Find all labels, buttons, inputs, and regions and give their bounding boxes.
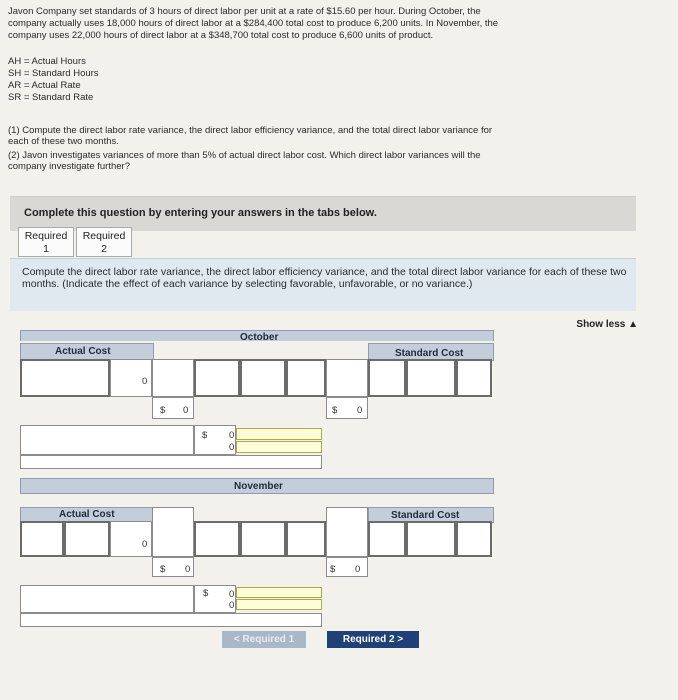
- legend-ah: AH = Actual Hours: [8, 56, 86, 67]
- november-variance-label-cell[interactable]: [20, 585, 194, 613]
- november-right-dollar: $: [330, 564, 336, 575]
- november-mid-cell-a[interactable]: [152, 507, 194, 557]
- november-rate-variance-value: 0: [229, 589, 235, 600]
- complete-question-text: Complete this question by entering your answers in the tabs below.: [24, 207, 377, 219]
- legend-sh: SH = Standard Hours: [8, 68, 99, 79]
- october-left-dollar: $: [160, 405, 166, 416]
- october-rate-variance-select[interactable]: [236, 428, 322, 440]
- october-std-cell-b[interactable]: [368, 359, 406, 397]
- october-total-variance-row[interactable]: [20, 455, 322, 469]
- november-std-cell-b[interactable]: [368, 521, 406, 557]
- instruction-text: Compute the direct labor rate variance, the direct labor efficiency variance, and the total direct labor variance for each of these two months. (Indicate the effect of each variance by selecting favorable, unfavorable, or no variance.): [22, 266, 627, 290]
- november-std-cell-c[interactable]: [406, 521, 456, 557]
- october-left-total-value: 0: [183, 405, 189, 416]
- october-actual-cost-label: Actual Cost: [55, 346, 111, 357]
- october-rate-variance-value: 0: [229, 430, 235, 441]
- tab-required-2-label: Required: [82, 230, 126, 242]
- tab-required-2[interactable]: [76, 227, 132, 257]
- november-actual-value: 0: [142, 539, 148, 550]
- november-total-variance-row[interactable]: [20, 613, 322, 627]
- november-left-dollar: $: [160, 564, 166, 575]
- october-mid-cell-b[interactable]: [194, 359, 240, 397]
- october-title: October: [240, 332, 279, 343]
- november-variance-dollar: $: [203, 588, 209, 599]
- question-1a: (1) Compute the direct labor rate variance, the direct labor efficiency variance, and the total direct labor variance for: [8, 125, 493, 136]
- problem-line-2: company actually uses 18,000 hours of direct labor at a $284,400 total cost to produce 6,200 units. In November, the: [8, 18, 499, 29]
- tab-required-1[interactable]: [18, 227, 74, 257]
- november-rate-variance-select[interactable]: [236, 587, 322, 598]
- prev-required-1-button[interactable]: < Required 1: [222, 631, 306, 648]
- november-actual-cost-label: Actual Cost: [59, 509, 115, 520]
- legend-sr: SR = Standard Rate: [8, 92, 94, 103]
- november-left-total-value: 0: [185, 564, 191, 575]
- november-std-cell-a[interactable]: [326, 507, 368, 557]
- instruction-panel: [10, 258, 636, 311]
- october-std-cell-c[interactable]: [406, 359, 456, 397]
- october-efficiency-variance-value: 0: [229, 442, 235, 453]
- tab-required-1-label: Required: [24, 230, 68, 242]
- october-std-cell-a[interactable]: [326, 359, 368, 397]
- november-mid-cell-d[interactable]: [286, 521, 326, 557]
- october-right-total-value: 0: [357, 405, 363, 416]
- complete-question-bar: [10, 196, 636, 231]
- october-mid-cell-d[interactable]: [286, 359, 326, 397]
- question-1b: each of these two months.: [8, 136, 119, 147]
- october-actual-value: 0: [142, 376, 148, 387]
- november-title: November: [234, 481, 283, 492]
- next-required-2-button[interactable]: Required 2 >: [327, 631, 419, 648]
- october-variance-label-cell[interactable]: [20, 425, 194, 455]
- october-mid-cell-c[interactable]: [240, 359, 286, 397]
- october-mid-cell-a[interactable]: [152, 359, 194, 397]
- show-less-link[interactable]: Show less ▲: [576, 319, 638, 330]
- november-std-cell-d[interactable]: [456, 521, 492, 557]
- october-variance-dollar: $: [202, 430, 208, 441]
- november-right-total-value: 0: [355, 564, 361, 575]
- question-2b: company investigate further?: [8, 161, 130, 172]
- november-actual-cell-0[interactable]: [20, 521, 64, 557]
- october-standard-cost-label: Standard Cost: [395, 348, 464, 359]
- november-efficiency-variance-value: 0: [229, 600, 235, 611]
- november-mid-cell-b[interactable]: [194, 521, 240, 557]
- november-standard-cost-label: Standard Cost: [391, 510, 460, 521]
- question-2a: (2) Javon investigates variances of more than 5% of actual direct labor cost. Which direct labor variances will the: [8, 150, 481, 161]
- november-actual-cell-a[interactable]: [64, 521, 110, 557]
- october-actual-cell-a[interactable]: [20, 359, 110, 397]
- november-mid-cell-c[interactable]: [240, 521, 286, 557]
- legend-ar: AR = Actual Rate: [8, 80, 81, 91]
- november-efficiency-variance-select[interactable]: [236, 599, 322, 610]
- october-efficiency-variance-select[interactable]: [236, 441, 322, 453]
- october-std-cell-d[interactable]: [456, 359, 492, 397]
- october-right-dollar: $: [332, 405, 338, 416]
- problem-line-3: company uses 22,000 hours of direct labor at a $348,700 total cost to produce 6,600 units of product.: [8, 30, 434, 41]
- tab-required-2-number: 2: [101, 243, 107, 255]
- problem-line-1: Javon Company set standards of 3 hours of direct labor per unit at a rate of $15.60 per hour. During October, the: [8, 6, 481, 17]
- tab-required-1-number: 1: [43, 243, 49, 255]
